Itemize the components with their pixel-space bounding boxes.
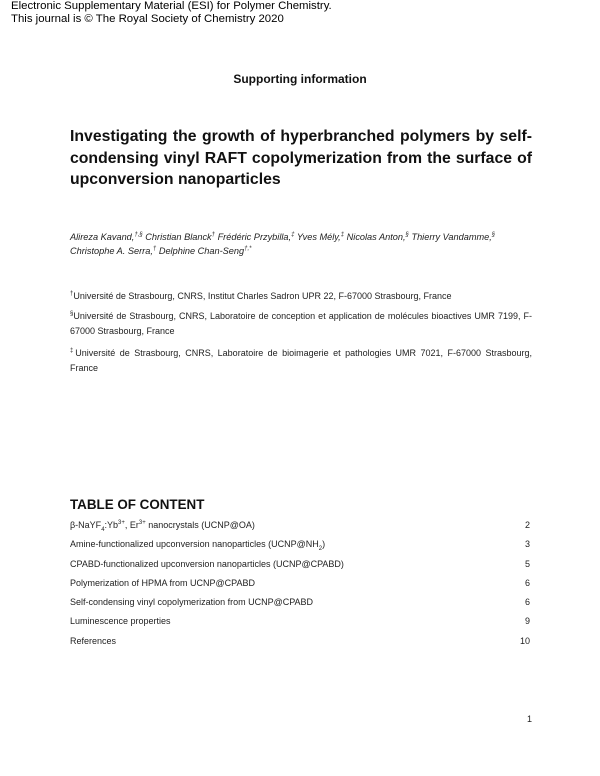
toc-entry-label: Amine-functionalized upconversion nanoparticles $(UCNP@NH_2)$ [70,539,326,553]
toc-entry[interactable] [70,635,530,654]
toc-entry-label: Polymerization of HPMA from UCNP@CPABD [70,577,256,588]
author: Nicolas Anton,§ [346,231,409,242]
table-of-contents [70,519,530,654]
author-list [70,230,532,258]
toc-entry-page: 6 [524,597,530,608]
toc-entry[interactable] [70,558,530,577]
affiliation: ‡Université de Strasbourg, CNRS, Laboratoire de bioimagerie et pathologies UMR 7021, F-67000 Strasbourg, France [70,348,532,373]
toc-heading: TABLE OF CONTENT [70,497,205,512]
toc-entry-label: $\beta-NaYF_4:Yb^{3+}$, $Er^{3+}$ nanocrystals (UCNP@OA) [70,520,255,533]
author: Christian Blanck† [145,231,215,242]
toc-entry[interactable] [70,577,530,596]
toc-entry-label: Luminescence properties [70,616,171,627]
toc-entry[interactable] [70,538,530,557]
toc-entry-label: References [70,635,117,646]
toc-entry-page: 2 [524,520,530,530]
toc-entry-label: CPABD-functionalized upconversion nanoparticles (UCNP@CPABD) [70,558,344,569]
affiliation: †Université de Strasbourg, CNRS, Institut Charles Sadron UPR 22, F-67000 Strasbourg, France [70,291,452,301]
toc-entry-page: 5 [524,558,530,569]
toc-entry[interactable] [70,519,530,538]
paper-title: Investigating the growth of hyperbranched polymers by self-condensing vinyl RAFT copolymerization from the surface of upconversion nanoparticles [70,128,532,188]
supporting-info-title: Supporting information [233,72,367,86]
page-number: 1 [526,714,532,724]
toc-entry-page: 3 [524,539,530,550]
toc-entry-label: Self-condensing vinyl copolymerization from UCNP@CPABD [70,597,314,608]
header-line-1: Electronic Supplementary Material (ESI) for Polymer Chemistry. [11,0,332,12]
journal-header [11,0,332,25]
author: Frédéric Przybilla,‡ [217,231,295,242]
toc-entry-page: 9 [524,616,530,627]
toc-entry[interactable] [70,596,530,615]
author: Yves Mély,‡ [296,231,345,242]
toc-entry-page: 6 [524,577,530,588]
author: Christophe A. Serra,† [70,245,157,256]
author: Delphine Chan-Seng†,* [158,245,252,256]
affiliation: §Université de Strasbourg, CNRS, Laboratoire de conception et application de molécules bioactives UMR 7199, F-67000 Strasbourg, France [70,311,532,336]
header-line-2: This journal is © The Royal Society of Chemistry 2020 [11,12,284,25]
author: Alireza Kavand,†,§ [70,231,143,242]
toc-entry-page: 10 [519,635,530,646]
toc-entry[interactable] [70,615,530,634]
author: Thierry Vandamme,§ [411,231,496,242]
